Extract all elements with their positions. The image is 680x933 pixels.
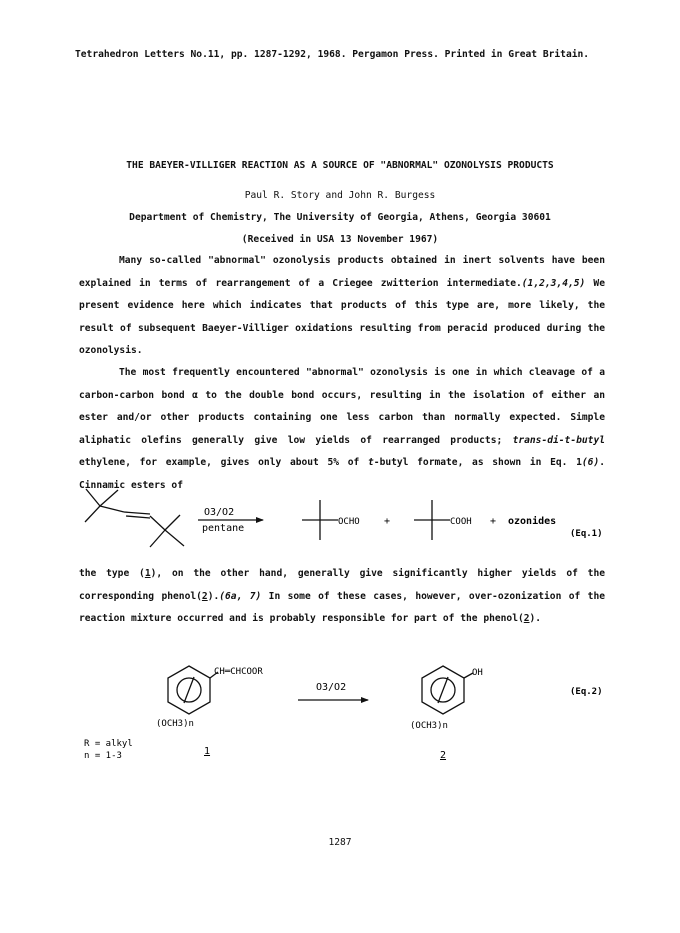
eq1-plus-1: + [384, 516, 391, 527]
compound-1-label: 1 [204, 746, 211, 757]
para3-compound-3: 2 [523, 613, 530, 624]
eq2-label: (Eq.2) [570, 687, 603, 697]
eq1-product1-group: OCHO [338, 517, 360, 527]
para3-text-a: the type ( [79, 568, 145, 579]
authors: Paul R. Story and John R. Burgess [244, 190, 436, 201]
equation-2 [80, 660, 620, 770]
paper-title: THE BAEYER-VILLIGER REACTION AS A SOURCE OF "ABNORMAL" OZONOLYSIS PRODUCTS [126, 160, 554, 171]
para2-text-a: The most frequently encountered "abnormal" ozonolysis is one in which cleavage of a carbon-carbon bond α to the double bond occurs, resulting in the isolation of either an ester and/or other products containing one less carbon than normally expected. Simple aliphatic olefins generally give low yields of rearranged products; [79, 367, 605, 446]
running-header: Tetrahedron Letters No.11, pp. 1287-1292, 1968. Pergamon Press. Printed in Great Britain. [75, 49, 590, 60]
eq1-ozonides: ozonides [508, 516, 557, 527]
para2-italic-2: t [368, 457, 374, 468]
paragraph-3 [79, 563, 605, 631]
para1-refs: (1,2,3,4,5) [521, 277, 586, 289]
eq2-methoxy-1: (OCH3)n [156, 719, 194, 729]
eq2-reagent: O3/O2 [316, 682, 347, 693]
eq1-plus-2: + [490, 516, 497, 527]
eq1-product2-group: COOH [450, 517, 472, 527]
equation-1 [80, 484, 620, 554]
para1-text-a: Many so-called "abnormal" ozonolysis products obtained in inert solvents have been explained in terms of rearrangement of a Criegee zwitterion intermediate. [79, 255, 605, 289]
para3-compound-2: 2 [201, 590, 208, 602]
page-number: 1287 [328, 837, 352, 848]
paragraph-2 [79, 362, 605, 497]
para3-text-e: ). [529, 613, 542, 624]
r-definition: R = alkyl [84, 739, 133, 749]
para2-text-b: ethylene, for example, gives only about 5% of [79, 457, 369, 468]
para2-italic-1: trans-di-t-butyl [512, 434, 605, 446]
eq2-substituent: CH═CHCOOR [214, 667, 263, 677]
affiliation: Department of Chemistry, The University of Georgia, Athens, Georgia 30601 [129, 212, 551, 223]
para3-refs: (6a, 7) [219, 590, 262, 602]
received-date: (Received in USA 13 November 1967) [241, 234, 439, 245]
para1-text-b: We present evidence here which indicates that products of this type are, more likely, the result of subsequent Baeyer-Villiger oxidations resulting from peracid produced during the ozonolysis. [79, 277, 605, 356]
eq2-methoxy-2: (OCH3)n [410, 721, 448, 731]
para2-text-d: . Cinnamic esters of [79, 457, 605, 491]
para3-text-b: ), on the other hand, generally give significantly higher yields of the corresponding phenol( [79, 568, 606, 602]
compound-2-label: 2 [440, 750, 447, 761]
para2-ref: (6) [581, 457, 600, 468]
para3-text-d: In some of these cases, however, over-ozonization of the reaction mixture occurred and is probably responsible for part of the phenol( [79, 590, 605, 624]
eq2-product-group: OH [472, 668, 483, 678]
n-definition: n = 1-3 [84, 751, 122, 761]
eq1-solvent: pentane [202, 523, 245, 534]
para2-text-c: -butyl formate, as shown in Eq. 1 [373, 457, 582, 468]
eq1-label: (Eq.1) [570, 529, 603, 539]
para3-text-c: ). [207, 590, 220, 602]
paragraph-1 [79, 250, 605, 363]
para3-compound-1: 1 [144, 568, 151, 579]
eq1-reagent: O3/O2 [204, 507, 235, 518]
